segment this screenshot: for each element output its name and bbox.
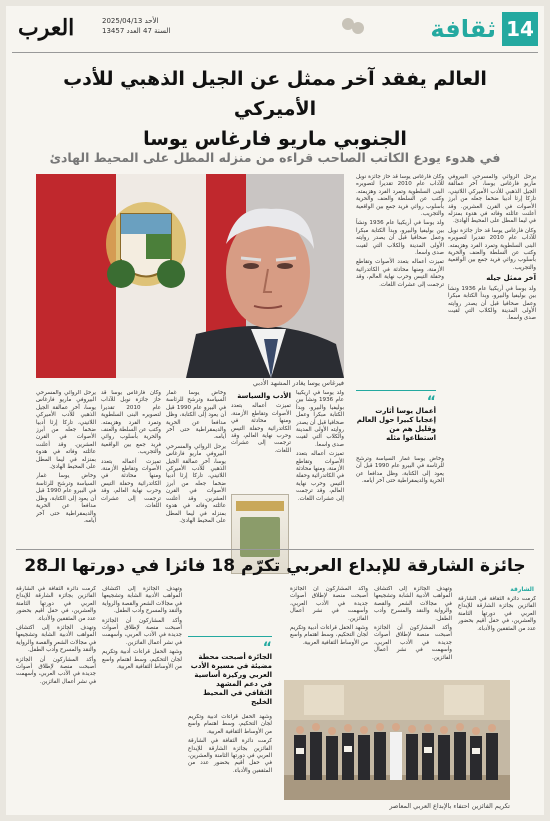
ceremony-photo-caption: تكريم الفائزين احتفاء بالإبداع العربي المعاصر xyxy=(389,802,510,810)
second-column-1 xyxy=(458,596,536,676)
text-column-6 xyxy=(101,390,161,542)
second-pull-quote-text: الجائزة أصبحت محطة مضيئة في مسيرة الأدب العربي وركيزة أساسية في دعم المشهد الثقافي في المحيط الخليج xyxy=(190,653,272,706)
quote-mark-icon: “ xyxy=(426,394,436,410)
header-rule xyxy=(12,52,538,53)
column-5-text: وخاض يوسا غمار السياسة وترشح للرئاسة في البيرو عام 1990 قبل أن يعود إلى الكتابة، وظل مدافعا عن الحرية والديمقراطية حتى آخر أيامه. xyxy=(166,390,226,441)
column-4-text: تميزت أعماله بتعدد الأصوات وتقاطع الأزمنة، ومنها محادثة في الكاتدرائية وحفلة التيس وحرب نهاية العالم، وقد ترجمت إلى عشرات اللغات. xyxy=(231,403,291,454)
text-column-1 xyxy=(448,174,536,544)
book-cover-art xyxy=(240,517,280,557)
column-2b-text: وخاض يوسا غمار السياسة وترشح للرئاسة في البيرو عام 1990 قبل أن يعود إلى الكتابة، وظل مدافعا عن الحرية والديمقراطية حتى آخر أيامه. xyxy=(356,456,444,485)
column-1-text: يرحل الروائي والمسرحي البيروفي ماريو فارغاس يوسا، آخر عمالقة الجيل الذهبي للأدب الأميركي اللاتيني، تاركا إرثا أدبيا ضخما جعله من أبرز الأصوات في القرن العشرين. وقد أعلنت عائلته وفاته في هدوء بمنزله في ليما المطل على المحيط الهادئ. xyxy=(448,174,536,225)
second-column-3-text: وأكد المشاركون أن الجائزة أصبحت منصة لإطلاق أصوات جديدة في الأدب العربي، وأسهمت في نشر أعمال الفائزين. xyxy=(290,586,368,622)
page-header xyxy=(6,6,544,52)
text-column-3 xyxy=(296,390,344,542)
main-headline xyxy=(22,64,528,154)
quote-bubble-icon xyxy=(340,18,364,38)
issue-info xyxy=(102,16,170,36)
column-3-text: ولد يوسا في أريكيبا عام 1936 ونشأ بين بوليفيا والبيرو، وبدأ الكتابة مبكرا وعمل صحافيا قبل أن يصدر روايته الأولى المدينة والكلاب التي لقيت صدى واسعا. xyxy=(296,390,344,448)
text-column-2b xyxy=(356,456,444,544)
column-6-text-cont: تميزت أعماله بتعدد الأصوات وتقاطع الأزمنة، ومنها محادثة في الكاتدرائية وحفلة التيس وحرب نهاية العالم، وقد ترجمت إلى عشرات اللغات. xyxy=(101,458,161,510)
column-1-text-cont: وكان فارغاس يوسا قد حاز جائزة نوبل للآداب عام 2010 تقديرا لتصويره البنى السلطوية وتمرد الفرد وهزيمته. وكتب عن السلطة والعنف والحرية بأسلوب روائي فريد جمع بين الواقعية والتجريب. xyxy=(448,227,536,271)
book-title-band xyxy=(236,501,284,511)
ceremony-photo xyxy=(284,680,510,800)
text-column-4 xyxy=(231,390,291,490)
issue-number: السنة 47 العدد 13457 xyxy=(102,27,171,35)
page-number: 14 xyxy=(502,12,538,46)
column-2-text: وكان فارغاس يوسا قد حاز جائزة نوبل للآداب عام 2010 تقديرا لتصويره البنى السلطوية وتمرد الفرد وهزيمته. وكتب عن السلطة والعنف والحرية بأسلوب روائي فريد جمع بين الواقعية والتجريب. xyxy=(356,174,444,218)
main-subhead: في هدوء يودع الكاتب الصاحب قراءه من منزله المطل على المحيط الهادئ xyxy=(49,150,501,165)
author-portrait-illustration xyxy=(36,174,344,378)
second-column-2 xyxy=(374,586,452,676)
column-6-text: وكان فارغاس يوسا قد حاز جائزة نوبل للآداب عام 2010 تقديرا لتصويره البنى السلطوية وتمرد الفرد وهزيمته. وكتب عن السلطة والعنف والحرية بأسلوب روائي فريد جمع بين الواقعية والتجريب. xyxy=(101,390,161,456)
text-column-7 xyxy=(36,390,96,542)
second-headline: جائزة الشارقة للإبداع العربي تكرّم 18 فائزا في دورتها الـ28 xyxy=(24,556,526,576)
text-column-5 xyxy=(166,390,226,542)
text-column-2 xyxy=(356,174,444,384)
column-2-text-more: تميزت أعماله بتعدد الأصوات وتقاطع الأزمنة، ومنها محادثة في الكاتدرائية وحفلة التيس وحرب نهاية العالم، وقد ترجمت إلى عشرات اللغات. xyxy=(356,259,444,288)
second-column-6-text: كرمت دائرة الثقافة في الشارقة الفائزين بجائزة الشارقة للإبداع العربي في دورتها الثامنة والعشرين، في حفل أقيم بحضور عدد من المثقفين والأدباء. xyxy=(16,586,96,622)
headline-line-1: العالم يفقد آخر ممثل عن الجيل الذهبي للأدب الأميركي xyxy=(63,68,487,120)
column-5-text-cont: يرحل الروائي والمسرحي البيروفي ماريو فارغاس يوسا، آخر عمالقة الجيل الذهبي للأدب الأميركي اللاتيني، تاركا إرثا أدبيا ضخما جعله من أبرز الأصوات في القرن العشرين. وقد أعلنت عائلته وفاته في هدوء بمنزله في ليما المطل على المحيط الهادئ. xyxy=(166,443,226,524)
author-photo xyxy=(36,174,344,378)
second-column-1-text: كرمت دائرة الثقافة في الشارقة الفائزين بجائزة الشارقة للإبداع العربي في دورتها الثامنة والعشرين، في حفل أقيم بحضور عدد من المثقفين والأدباء. xyxy=(458,596,536,632)
ceremony-group-illustration xyxy=(284,680,510,800)
second-column-6-text-cont: وتهدف الجائزة إلى اكتشاف المواهب الأدبية الشابة وتشجيعها في مجالات الشعر والقصة والرواية والنقد والمسرح وأدب الطفل. xyxy=(16,625,96,654)
second-column-5-text: وتهدف الجائزة إلى اكتشاف المواهب الأدبية الشابة وتشجيعها في مجالات الشعر والقصة والرواية والنقد والمسرح وأدب الطفل. xyxy=(102,586,182,615)
section-label xyxy=(430,12,538,46)
issue-date: الأحد 2025/04/13 xyxy=(102,17,159,25)
second-column-6 xyxy=(16,586,96,810)
column-1-text-more: ولد يوسا في أريكيبا عام 1936 ونشأ بين بوليفيا والبيرو، وبدأ الكتابة مبكرا وعمل صحافيا قبل أن يصدر روايته الأولى المدينة والكلاب التي لقيت صدى واسعا. xyxy=(448,285,536,322)
quote-mark-icon: “ xyxy=(262,640,272,656)
second-pull-quote xyxy=(188,636,272,706)
main-pull-quote xyxy=(356,390,436,450)
second-column-4 xyxy=(188,714,272,810)
second-column-5-text-more: وشهد الحفل قراءات أدبية وتكريم لجان التحكيم، وسط اهتمام واسع من الأوساط الثقافية العربية. xyxy=(102,649,182,671)
headline-line-2: الجنوبي ماريو فارغاس يوسا xyxy=(143,128,407,150)
column-7-text: يرحل الروائي والمسرحي البيروفي ماريو فارغاس يوسا، آخر عمالقة الجيل الذهبي للأدب الأميركي اللاتيني، تاركا إرثا أدبيا ضخما جعله من أبرز الأصوات في القرن العشرين. وقد أعلنت عائلته وفاته في هدوء بمنزله في ليما المطل على المحيط الهادئ. xyxy=(36,390,96,471)
column-3-text-cont: تميزت أعماله بتعدد الأصوات وتقاطع الأزمنة، ومنها محادثة في الكاتدرائية وحفلة التيس وحرب نهاية العالم، وقد ترجمت إلى عشرات اللغات. xyxy=(296,451,344,502)
section-name: ثقافة xyxy=(430,15,496,43)
inline-subtitle-2: الأدب والسياسة xyxy=(237,392,291,400)
story-divider xyxy=(16,549,534,550)
second-column-3-text-cont: وشهد الحفل قراءات أدبية وتكريم لجان التحكيم، وسط اهتمام واسع من الأوساط الثقافية العربية. xyxy=(290,625,368,646)
second-column-3 xyxy=(290,586,368,676)
second-column-2-text: وتهدف الجائزة إلى اكتشاف المواهب الأدبية الشابة وتشجيعها في مجالات الشعر والقصة والرواية والنقد والمسرح وأدب الطفل. xyxy=(374,586,452,622)
second-column-2-text-cont: وأكد المشاركون أن الجائزة أصبحت منصة لإطلاق أصوات جديدة في الأدب العربي، وأسهمت في نشر أعمال الفائزين. xyxy=(374,625,452,661)
second-column-4-text: وشهد الحفل قراءات أدبية وتكريم لجان التحكيم، وسط اهتمام واسع من الأوساط الثقافية العربية. xyxy=(188,714,272,735)
newspaper-page xyxy=(6,6,544,815)
newspaper-logo: العرب xyxy=(18,15,75,41)
column-2-text-cont: ولد يوسا في أريكيبا عام 1936 ونشأ بين بوليفيا والبيرو، وبدأ الكتابة مبكرا وعمل صحافيا قبل أن يصدر روايته الأولى المدينة والكلاب التي لقيت صدى واسعا. xyxy=(356,220,444,257)
second-column-5 xyxy=(102,586,182,810)
column-7-text-cont: وخاض يوسا غمار السياسة وترشح للرئاسة في البيرو عام 1990 قبل أن يعود إلى الكتابة، وظل مدافعا عن الحرية والديمقراطية حتى آخر أيامه. xyxy=(36,473,96,524)
second-column-4-text-cont: كرمت دائرة الثقافة في الشارقة الفائزين بجائزة الشارقة للإبداع العربي في دورتها الثامنة والعشرين، في حفل أقيم بحضور عدد من المثقفين والأدباء. xyxy=(188,738,272,774)
second-story-byline: الشارقة xyxy=(510,586,534,593)
pull-quote-text: أعمال يوسا أثارت إعجابا كبيرا حول العالم وقليل هم من استطاعوا مثله xyxy=(356,407,436,442)
second-column-5-text-cont: وأكد المشاركون أن الجائزة أصبحت منصة لإطلاق أصوات جديدة في الأدب العربي، وأسهمت في نشر أعمال الفائزين. xyxy=(102,617,182,646)
second-column-6-text-more: وأكد المشاركون أن الجائزة أصبحت منصة لإطلاق أصوات جديدة في الأدب العربي، وأسهمت في نشر أعمال الفائزين. xyxy=(16,656,96,685)
inline-subtitle-1: آخر ممثل جيله xyxy=(486,274,536,283)
author-photo-caption: فيرغاس يوسا يغادر المشهد الأدبي xyxy=(252,379,344,387)
